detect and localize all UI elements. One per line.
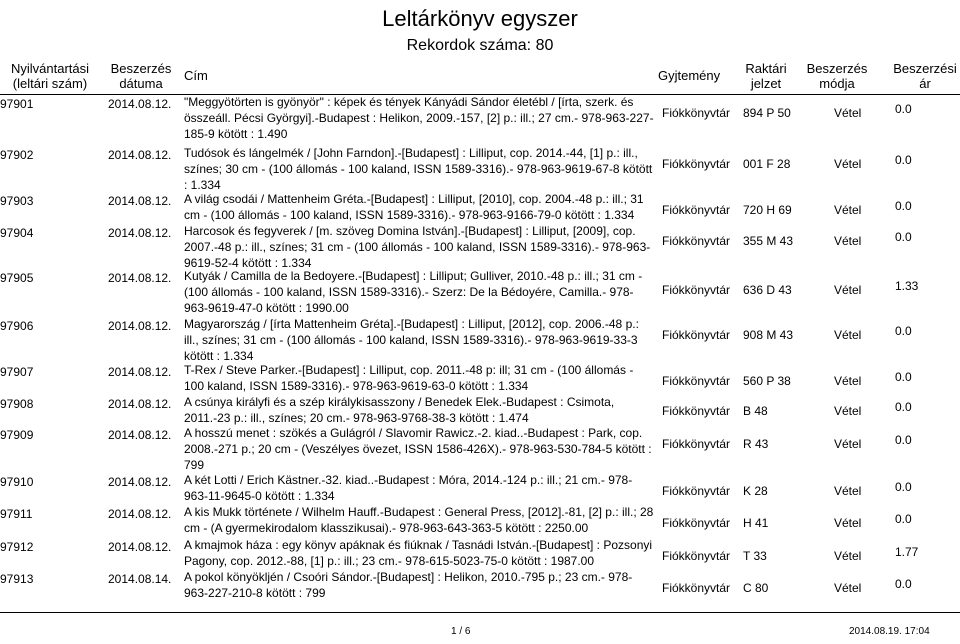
shelfmark-cell: C 80 [743, 581, 769, 595]
acquisition-mode-cell: Vétel [834, 234, 862, 248]
shelfmark-cell: B 48 [743, 404, 768, 418]
title-cell: T-Rex / Steve Parker.-[Budapest] : Lilliput, cop. 2011.-48 p: ill; 31 cm - (100 állomás - 100 kaland, ISSN 1589-3316).- 978-963-9619-63-0 kötött : 1.334 [184, 363, 634, 393]
price-cell: 1.77 [895, 545, 919, 559]
collection-cell: Fiókkönyvtár [662, 549, 731, 563]
inventory-number: 97913 [0, 572, 34, 586]
column-header-price: Beszerzési ár [893, 61, 957, 91]
acquisition-mode-cell: Vétel [834, 157, 862, 171]
acquisition-date: 2014.08.12. [108, 194, 172, 208]
shelfmark-cell: H 41 [743, 516, 769, 530]
shelfmark-cell: 355 M 43 [743, 234, 794, 248]
price-cell: 0.0 [895, 153, 912, 167]
collection-cell: Fiókkönyvtár [662, 374, 731, 388]
inventory-number: 97902 [0, 148, 34, 162]
title-cell: A kmajmok háza : egy könyv apáknak és fiúknak / Tasnádi István.-[Budapest] : Pozsonyi Pagony, cop. 2012.-88, [1] p.: ill.; 23 cm.- 978-615-5023-75-0 kötött : 1987.00 [184, 538, 653, 568]
acquisition-date: 2014.08.12. [108, 540, 172, 554]
collection-cell: Fiókkönyvtár [662, 203, 731, 217]
title-cell: A kis Mukk története / Wilhelm Hauff.-Budapest : General Press, [2012].-81, [2] p.: ill.; 28 cm - (A gyermekirodalom klasszikusai).- 978-963-643-363-5 kötött : 2250.00 [184, 505, 654, 535]
acquisition-mode-cell: Vétel [834, 203, 862, 217]
collection-cell: Fiókkönyvtár [662, 328, 731, 342]
column-header-mode: Beszerzés módja [806, 61, 868, 91]
price-cell: 0.0 [895, 324, 912, 338]
column-header-collection: Gyjtemény [658, 68, 721, 83]
acquisition-date: 2014.08.12. [108, 507, 172, 521]
title-cell: Magyarország / [írta Mattenheim Gréta].-[Budapest] : Lilliput, [2012], cop. 2006.-48 p.: ill., színes; 31 cm - (100 állomás - 100 kaland, ISSN 1589-3316).- 978-963-9619-33-3 kötött : 1.334 [184, 317, 639, 363]
inventory-number: 97907 [0, 365, 34, 379]
collection-cell: Fiókkönyvtár [662, 283, 731, 297]
footer-divider [0, 612, 960, 613]
title-cell: A két Lotti / Erich Kästner.-32. kiad..-Budapest : Móra, 2014.-124 p.: ill.; 21 cm.- 978-963-11-9645-0 kötött : 1.334 [184, 473, 633, 503]
column-header-id: Nyilvántartási (leltári szám) [10, 61, 90, 91]
inventory-number: 97901 [0, 97, 34, 111]
collection-cell: Fiókkönyvtár [662, 234, 731, 248]
inventory-number: 97912 [0, 540, 34, 554]
acquisition-mode-cell: Vétel [834, 437, 862, 451]
record-count: Rekordok száma: 80 [406, 37, 554, 54]
acquisition-date: 2014.08.12. [108, 365, 172, 379]
collection-cell: Fiókkönyvtár [662, 581, 731, 595]
title-cell: "Meggyötörten is gyönyör" : képek és tények Kányádi Sándor életébl / [írta, szerk. és összeáll. Pécsi Györgyi].-Budapest : Helikon, 2009.-157, [2] p.: ill.; 27 cm.- 978-963-227-185-9 kötött : 1.490 [184, 95, 654, 141]
title-cell: Kutyák / Camilla de la Bedoyere.-[Budapest] : Lilliput; Gulliver, 2010.-48 p.: ill.; 31 cm - (100 állomás - 100 kaland, ISSN 1589-3316).- Szerz: De la Bédoyére, Camilla.- 978-963-9619-47-0 kötött : 1990.00 [184, 269, 643, 315]
acquisition-mode-cell: Vétel [834, 484, 862, 498]
acquisition-date: 2014.08.12. [108, 319, 172, 333]
column-header-shelf: Raktári jelzet [745, 61, 787, 91]
title-cell: A hosszú menet : szökés a Gulágról / Slavomir Rawicz.-2. kiad..-Budapest : Park, cop. 2008.-271 p.; 20 cm - (Veszélyes övezet, ISSN 1586-426X).- 978-963-530-784-5 kötött : 799 [184, 426, 652, 472]
shelfmark-cell: 908 M 43 [743, 328, 794, 342]
acquisition-mode-cell: Vétel [834, 106, 862, 120]
collection-cell: Fiókkönyvtár [662, 157, 731, 171]
acquisition-mode-cell: Vétel [834, 404, 862, 418]
shelfmark-cell: 720 H 69 [743, 203, 792, 217]
price-cell: 1.33 [895, 279, 919, 293]
column-header-title: Cím [184, 68, 208, 83]
acquisition-date: 2014.08.14. [108, 572, 172, 586]
acquisition-mode-cell: Vétel [834, 283, 862, 297]
inventory-number: 97911 [0, 507, 33, 521]
inventory-number: 97905 [0, 271, 34, 285]
price-cell: 0.0 [895, 230, 912, 244]
inventory-number: 97910 [0, 475, 34, 489]
column-header-date: Beszerzés dátuma [110, 61, 172, 91]
acquisition-date: 2014.08.12. [108, 397, 172, 411]
price-cell: 0.0 [895, 400, 912, 414]
acquisition-date: 2014.08.12. [108, 428, 172, 442]
inventory-number: 97908 [0, 397, 34, 411]
collection-cell: Fiókkönyvtár [662, 516, 731, 530]
inventory-number: 97906 [0, 319, 34, 333]
acquisition-date: 2014.08.12. [108, 475, 172, 489]
title-cell: Harcosok és fegyverek / [m. szöveg Domina István].-[Budapest] : Lilliput, [2009], cop. 2007.-48 p.: ill., színes; 31 cm - (100 állomás - 100 kaland, ISSN 1589-3316).- 978-963-9619-52-4 kötött : 1.334 [184, 224, 651, 270]
print-timestamp: 2014.08.19. 17:04 [849, 626, 930, 637]
report-title: Leltárkönyv egyszer [382, 6, 578, 31]
collection-cell: Fiókkönyvtár [662, 106, 731, 120]
title-cell: A világ csodái / Mattenheim Gréta.-[Budapest] : Lilliput, [2010], cop. 2004.-48 p.: ill.; 31 cm - (100 állomás - 100 kaland, ISSN 1589-3316).- 978-963-9166-79-0 kötött : 1.334 [184, 192, 644, 222]
acquisition-date: 2014.08.12. [108, 97, 172, 111]
price-cell: 0.0 [895, 480, 912, 494]
title-cell: A pokol könyökljén / Csoóri Sándor.-[Budapest] : Helikon, 2010.-795 p.; 23 cm.- 978-963-227-210-8 kötött : 799 [184, 570, 633, 600]
acquisition-date: 2014.08.12. [108, 226, 172, 240]
collection-cell: Fiókkönyvtár [662, 437, 731, 451]
price-cell: 0.0 [895, 577, 912, 591]
collection-cell: Fiókkönyvtár [662, 404, 731, 418]
page-number: 1 / 6 [451, 626, 471, 637]
shelfmark-cell: 560 P 38 [743, 374, 791, 388]
acquisition-date: 2014.08.12. [108, 148, 172, 162]
price-cell: 0.0 [895, 199, 912, 213]
price-cell: 0.0 [895, 433, 912, 447]
collection-cell: Fiókkönyvtár [662, 484, 731, 498]
shelfmark-cell: K 28 [743, 484, 768, 498]
price-cell: 0.0 [895, 102, 912, 116]
shelfmark-cell: 636 D 43 [743, 283, 792, 297]
shelfmark-cell: T 33 [743, 549, 767, 563]
acquisition-mode-cell: Vétel [834, 581, 862, 595]
shelfmark-cell: R 43 [743, 437, 769, 451]
price-cell: 0.0 [895, 512, 912, 526]
title-cell: Tudósok és lángelmék / [John Farndon].-[Budapest] : Lilliput, cop. 2014.-44, [1] p.: ill., színes; 30 cm - (100 állomás - 100 kaland, ISSN 1589-3316).- 978-963-9619-67-8 kötött : 1.334 [184, 146, 653, 192]
inventory-number: 97903 [0, 194, 34, 208]
inventory-number: 97904 [0, 226, 34, 240]
acquisition-mode-cell: Vétel [834, 374, 862, 388]
acquisition-mode-cell: Vétel [834, 549, 862, 563]
acquisition-mode-cell: Vétel [834, 516, 862, 530]
title-cell: A csúnya királyfi és a szép királykisasszony / Benedek Elek.-Budapest : Csimota, 2011.-23 p.: ill., színes; 20 cm.- 978-963-9768-38-3 kötött : 1.474 [184, 395, 615, 425]
shelfmark-cell: 894 P 50 [743, 106, 791, 120]
shelfmark-cell: 001 F 28 [743, 157, 791, 171]
inventory-number: 97909 [0, 428, 34, 442]
acquisition-mode-cell: Vétel [834, 328, 862, 342]
price-cell: 0.0 [895, 370, 912, 384]
acquisition-date: 2014.08.12. [108, 271, 172, 285]
